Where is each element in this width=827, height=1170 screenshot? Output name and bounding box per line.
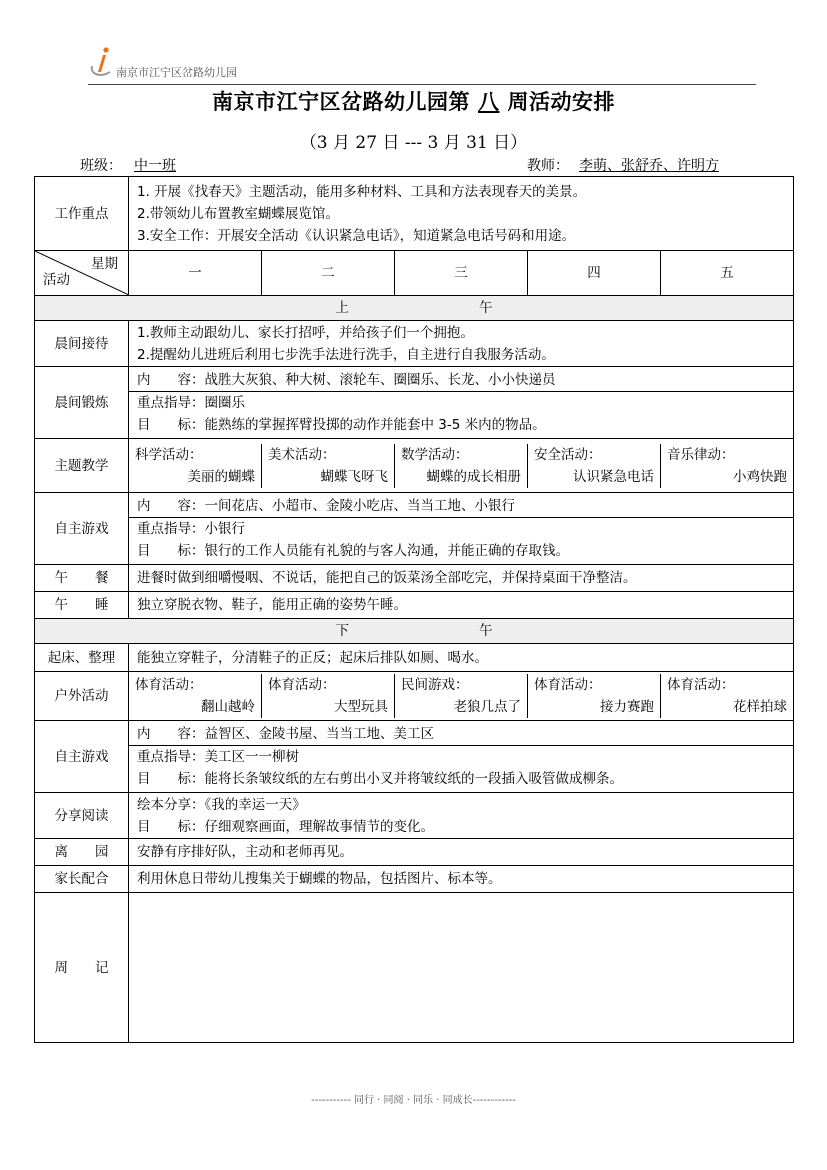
outdoor-item — [527, 674, 660, 718]
teacher-label: 教师： — [527, 158, 569, 174]
date-range: （3 月 27 日 --- 3 月 31 日） — [299, 133, 528, 153]
free-play-pm-row — [35, 721, 794, 793]
outdoor-type: 体育活动： — [135, 677, 203, 693]
wakeup-label: 起床、整理 — [35, 644, 129, 672]
morning-exercise-content — [129, 367, 794, 439]
outdoor-item — [129, 674, 261, 718]
weekly-notes-label: 周 记 — [35, 893, 129, 1043]
afternoon-label-b: 午 — [479, 623, 493, 639]
theme-name: 蝴蝶的成长相册 — [426, 468, 521, 485]
outdoor-name: 接力赛跑 — [600, 699, 654, 715]
morning-section-label — [35, 296, 794, 321]
wakeup-content: 能独立穿鞋子，分清鞋子的正反；起床后排队如厕、喝水。 — [129, 644, 794, 672]
teacher-value: 李萌、张舒乔、许明方 — [579, 158, 719, 174]
theme-item — [527, 444, 660, 488]
outdoor-item — [394, 674, 527, 718]
day-friday: 五 — [661, 251, 794, 296]
work-focus-line: 2.带领幼儿布置教室蝴蝶展览馆。 — [137, 205, 339, 222]
morning-label-a: 上 — [335, 300, 349, 316]
morning-exercise-row — [35, 367, 794, 439]
free-play-am-areas: 内 容：一间花店、小超市、金陵小吃店、当当工地、小银行 — [129, 495, 793, 518]
outdoor-label: 户外活动 — [35, 672, 129, 721]
morning-section-row — [35, 296, 794, 321]
outdoor-name: 老狼几点了 — [453, 699, 521, 715]
weekday-header-row — [35, 251, 794, 296]
title-suffix: 周活动安排 — [507, 90, 615, 114]
afternoon-section-label — [35, 619, 794, 644]
theme-item — [394, 444, 527, 488]
theme-type: 音乐律动： — [667, 446, 735, 463]
work-focus-line: 1. 开展《找春天》主题活动，能用多种材料、工具和方法表现春天的美景。 — [137, 183, 587, 200]
title-week: 八 — [478, 90, 500, 114]
arrival-content — [129, 321, 794, 367]
free-play-am-focus: 重点指导：小银行 — [137, 521, 245, 537]
free-play-am-label: 自主游戏 — [35, 493, 129, 565]
nap-row — [35, 592, 794, 619]
theme-name: 认识紧急电话 — [573, 468, 654, 485]
work-focus-label: 工作重点 — [35, 177, 129, 251]
day-wednesday: 三 — [395, 251, 528, 296]
reading-row — [35, 793, 794, 839]
schedule-table — [34, 176, 794, 1043]
outdoor-name: 花样拍球 — [733, 699, 787, 715]
class-label: 班级： — [80, 158, 122, 174]
theme-type: 美术活动： — [268, 446, 336, 463]
theme-item — [129, 444, 261, 488]
parents-content: 利用休息日带幼儿搜集关于蝴蝶的物品，包括图片、标本等。 — [129, 866, 794, 893]
page-header — [88, 44, 756, 85]
theme-teaching-label: 主题教学 — [35, 439, 129, 493]
free-play-am-row — [35, 493, 794, 565]
free-play-pm-focus: 重点指导：美工区一一柳树 — [137, 749, 299, 765]
exercise-content: 内 容：战胜大灰狼、种大树、滚轮车、圈圈乐、长龙、小小快递员 — [129, 369, 793, 392]
leave-label: 离 园 — [35, 839, 129, 866]
theme-item — [660, 444, 793, 488]
arrival-label: 晨间接待 — [35, 321, 129, 367]
reading-goal: 目 标：仔细观察画面，理解故事情节的变化。 — [137, 818, 434, 835]
work-focus-row — [35, 177, 794, 251]
free-play-pm-areas: 内 容：益智区、金陵书屋、当当工地、美工区 — [129, 723, 793, 746]
arrival-row — [35, 321, 794, 367]
leave-content: 安静有序排好队，主动和老师再见。 — [129, 839, 794, 866]
arrival-line: 1.教师主动跟幼儿、家长打招呼，并给孩子们一个拥抱。 — [137, 324, 474, 341]
lunch-label: 午 餐 — [35, 565, 129, 592]
theme-teaching-content — [129, 439, 794, 493]
page-title — [0, 86, 827, 116]
outdoor-content — [129, 672, 794, 721]
exercise-focus: 重点指导：圈圈乐 — [137, 395, 245, 411]
parents-label: 家长配合 — [35, 866, 129, 893]
free-play-am-content — [129, 493, 794, 565]
day-monday: 一 — [129, 251, 262, 296]
diagonal-header-cell — [35, 251, 129, 296]
reading-label: 分享阅读 — [35, 793, 129, 839]
theme-type: 安全活动： — [534, 446, 602, 463]
reading-book: 绘本分享：《我的幸运一天》 — [137, 796, 306, 813]
theme-teaching-grid — [129, 444, 793, 488]
outdoor-name: 翻山越岭 — [201, 699, 255, 715]
class-value: 中一班 — [134, 158, 176, 174]
day-thursday: 四 — [528, 251, 661, 296]
outdoor-type: 体育活动： — [268, 677, 336, 693]
logo-text: 南京市江宁区岔路幼儿园 — [116, 66, 237, 79]
weekly-notes-content[interactable] — [129, 893, 794, 1043]
afternoon-label-a: 下 — [335, 623, 349, 639]
outdoor-type: 体育活动： — [667, 677, 735, 693]
page-footer: ----------- 同行 · 同阅 · 同乐 · 同成长------------ — [311, 1095, 516, 1106]
parents-row — [35, 866, 794, 893]
activity-axis-label: 活动 — [43, 272, 70, 288]
outdoor-type: 民间游戏： — [401, 677, 469, 693]
outdoor-item — [261, 674, 394, 718]
wakeup-row — [35, 644, 794, 672]
outdoor-item — [660, 674, 793, 718]
teacher-info — [527, 155, 719, 175]
outdoor-type: 体育活动： — [534, 677, 602, 693]
theme-name: 小鸡快跑 — [733, 468, 787, 485]
outdoor-name: 大型玩具 — [334, 699, 388, 715]
afternoon-section-row — [35, 619, 794, 644]
leave-row — [35, 839, 794, 866]
arrival-line: 2.提醒幼儿进班后利用七步洗手法进行洗手，自主进行自我服务活动。 — [137, 346, 555, 363]
morning-exercise-label: 晨间锻炼 — [35, 367, 129, 439]
day-tuesday: 二 — [262, 251, 395, 296]
outdoor-row — [35, 672, 794, 721]
lunch-content: 进餐时做到细嚼慢咽、不说话，能把自己的饭菜汤全部吃完，并保持桌面干净整洁。 — [129, 565, 794, 592]
work-focus-content — [129, 177, 794, 251]
weekly-notes-row — [35, 893, 794, 1043]
free-play-pm-goal: 目 标：能将长条皱纹纸的左右剪出小叉并将皱纹纸的一段插入吸管做成柳条。 — [137, 771, 623, 787]
theme-type: 科学活动： — [135, 446, 203, 463]
morning-label-b: 午 — [479, 300, 493, 316]
theme-name: 美丽的蝴蝶 — [187, 468, 255, 485]
nap-label: 午 睡 — [35, 592, 129, 619]
free-play-pm-label: 自主游戏 — [35, 721, 129, 793]
outdoor-grid — [129, 674, 793, 718]
exercise-goal: 目 标：能熟练的掌握挥臂投掷的动作并能套中 3-5 米内的物品。 — [137, 417, 546, 433]
class-info — [80, 155, 204, 175]
lunch-row — [35, 565, 794, 592]
free-play-am-goal: 目 标：银行的工作人员能有礼貌的与客人沟通，并能正确的存取钱。 — [137, 543, 569, 559]
title-prefix: 南京市江宁区岔路幼儿园第 — [212, 90, 470, 114]
theme-item — [261, 444, 394, 488]
weekday-axis-label: 星期 — [91, 256, 118, 272]
nap-content: 独立穿脱衣物、鞋子，能用正确的姿势午睡。 — [129, 592, 794, 619]
theme-teaching-row — [35, 439, 794, 493]
theme-type: 数学活动： — [401, 446, 469, 463]
work-focus-line: 3.安全工作：开展安全活动《认识紧急电话》，知道紧急电话号码和用途。 — [137, 227, 576, 244]
kindergarten-logo-icon — [88, 46, 118, 78]
free-play-pm-content — [129, 721, 794, 793]
reading-content — [129, 793, 794, 839]
theme-name: 蝴蝶飞呀飞 — [320, 468, 388, 485]
